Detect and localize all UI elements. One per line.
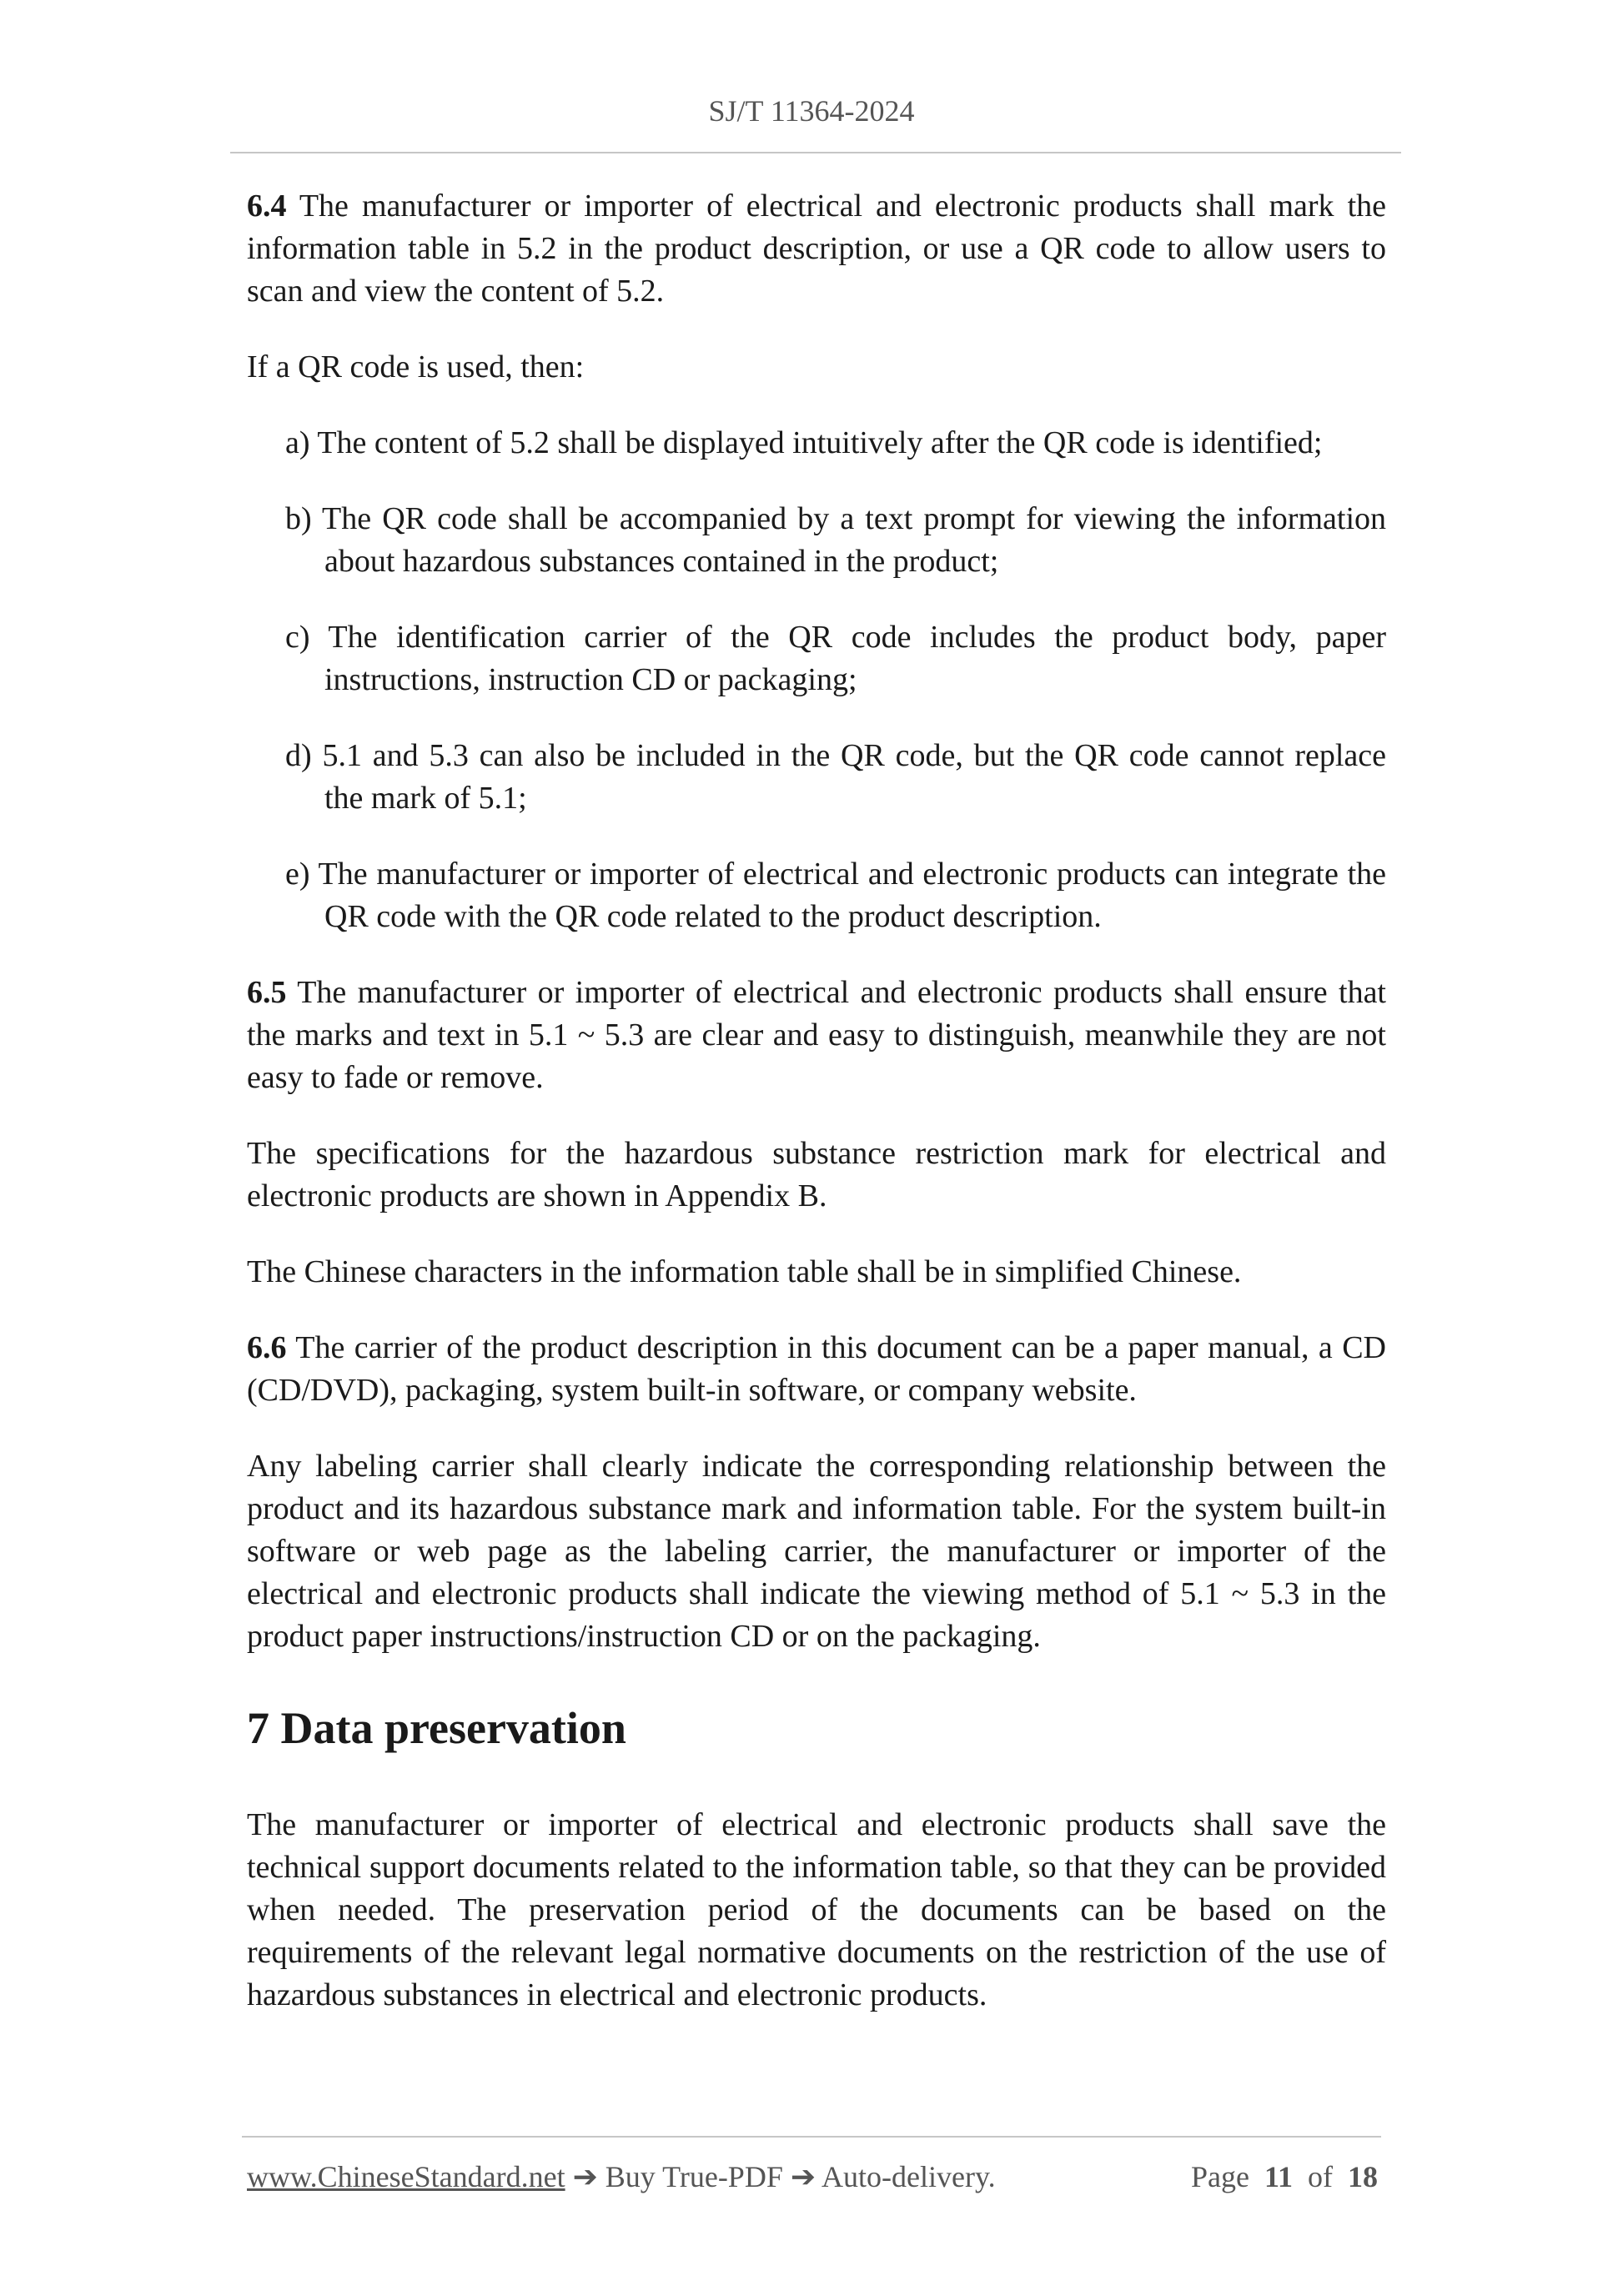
clause-text: The manufacturer or importer of electrical and electronic products shall ensure that the marks and text in 5.1 ~ 5.3 are clear and easy to distinguish, meanwhile they are not easy to fade or remove. <box>247 975 1386 1095</box>
footer-links <box>247 2157 996 2197</box>
of-label: of <box>1308 2160 1333 2193</box>
list-item-c: c) The identification carrier of the QR code includes the product body, paper instructions, instruction CD or packaging; <box>285 620 1386 697</box>
arrow-right-icon: ➔ <box>790 2160 817 2193</box>
list-item-b: b) The QR code shall be accompanied by a text prompt for viewing the information about hazardous substances contained in the product; <box>285 501 1386 579</box>
page-total: 18 <box>1348 2160 1378 2193</box>
clause-text: The carrier of the product description in this document can be a paper manual, a CD (CD/DVD), packaging, system built-in software, or company website. <box>247 1330 1386 1408</box>
clause-6-6 <box>247 1327 1386 1412</box>
clause-number: 6.4 <box>247 188 287 224</box>
clause-text: The manufacturer or importer of electrical and electronic products shall mark the information table in 5.2 in the product description, or use a QR code to allow users to scan and view the content of 5.2. <box>247 188 1386 309</box>
spec-paragraph: The specifications for the hazardous substance restriction mark for electrical and electronic products are shown in Appendix B. <box>247 1136 1386 1213</box>
list-item-a: a) The content of 5.2 shall be displayed intuitively after the QR code is identified; <box>285 425 1323 460</box>
page-indicator <box>1191 2157 1378 2197</box>
section-body: The manufacturer or importer of electrical and electronic products shall save the technical support documents related to the information table, so that they can be provided when needed. The preservation period of the documents can be based on the requirements of the relevant legal normative documents on the restriction of the use of hazardous substances in electrical and electronic products. <box>247 1807 1386 2012</box>
page-label: Page <box>1191 2160 1249 2193</box>
document-body <box>247 185 1386 2050</box>
list-item-e: e) The manufacturer or importer of electrical and electronic products can integrate the QR code with the QR code related to the product description. <box>285 857 1386 934</box>
qr-intro: If a QR code is used, then: <box>247 349 585 384</box>
carrier-paragraph: Any labeling carrier shall clearly indicate the corresponding relationship between the product and its hazardous substance mark and information table. For the system built-in software or web page as the labeling carrier, the manufacturer or importer of the electrical and electronic products shall indicate the viewing method of 5.1 ~ 5.3 in the product paper instructions/instruction CD or on the packaging. <box>247 1449 1386 1654</box>
clause-number: 6.6 <box>247 1330 287 1365</box>
website-link[interactable]: www.ChineseStandard.net <box>247 2160 565 2193</box>
list-item-d: d) 5.1 and 5.3 can also be included in the QR code, but the QR code cannot replace the mark of 5.1; <box>285 738 1386 816</box>
footer-divider <box>242 2136 1381 2138</box>
buy-text: Buy True-PDF <box>597 2160 791 2193</box>
clause-number: 6.5 <box>247 975 287 1010</box>
header-divider <box>230 152 1401 153</box>
arrow-right-icon: ➔ <box>572 2160 598 2193</box>
page-number: 11 <box>1264 2160 1293 2193</box>
clause-6-5 <box>247 972 1386 1099</box>
delivery-text: Auto-delivery. <box>816 2160 996 2193</box>
clause-6-4 <box>247 185 1386 313</box>
section-heading: 7 Data preservation <box>247 1703 626 1753</box>
chinese-paragraph: The Chinese characters in the information table shall be in simplified Chinese. <box>247 1254 1242 1289</box>
page-header: SJ/T 11364-2024 <box>708 94 915 128</box>
